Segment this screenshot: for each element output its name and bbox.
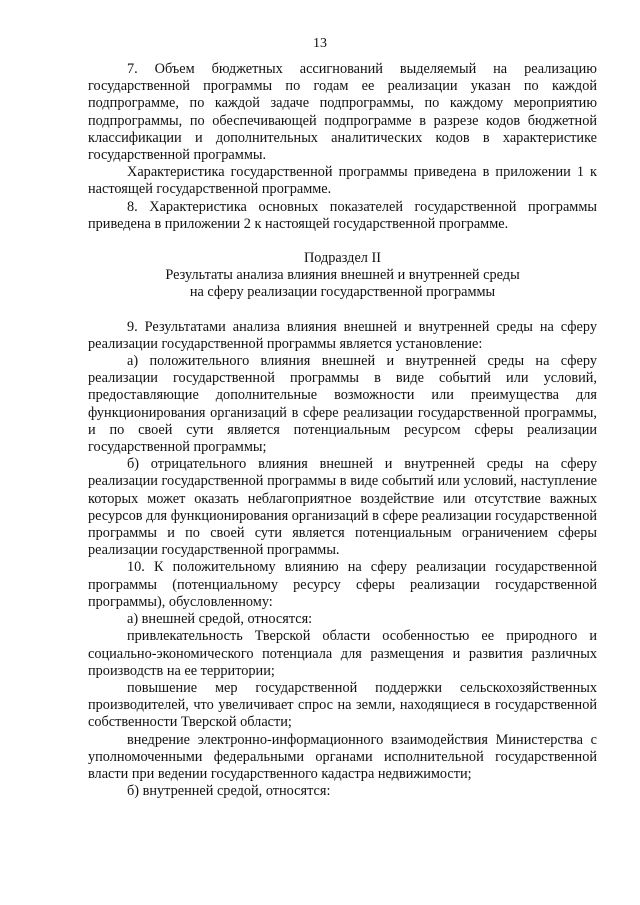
paragraph-9a-positive: а) положительного влияния внешней и внутренней среды на сферу реализации государственной программы в виде событий или условий, предоставляющие дополнительные возможности или преимущества для функционирования организаций в сфере реализации государственной программы, и по своей сути является потенциальным ресурсом сферы реализации государственной программы;: [88, 353, 597, 456]
paragraph-characteristic-annex-1: Характеристика государственной программы приведена в приложении 1 к настоящей государственной программе.: [88, 164, 597, 198]
subsection-title-line-2: на сферу реализации государственной программы: [189, 284, 496, 301]
list-item-attractiveness: привлекательность Тверской области особенностью ее природного и социально-экономического потенциала для размещения и развития различных производств на ее территории;: [88, 628, 597, 679]
page-number: 13: [313, 36, 327, 51]
subsection-heading: [88, 250, 597, 302]
subsection-number: Подраздел II: [303, 250, 382, 267]
subsection-title-line-1: Результаты анализа влияния внешней и внутренней среды: [165, 267, 520, 284]
document-body: [88, 61, 597, 800]
paragraph-10-positive-influence: 10. К положительному влиянию на сферу реализации государственной программы (потенциальному ресурсу сферы реализации государственной программы), обусловленному:: [88, 559, 597, 610]
paragraph-9-analysis: 9. Результатами анализа влияния внешней и внутренней среды на сферу реализации государственной программы является установление:: [88, 318, 597, 352]
subsection-content: [88, 319, 597, 801]
list-item-electronic-interaction: внедрение электронно-информационного взаимодействия Министерства с уполномоченными федеральными органами исполнительной государственной власти при ведении государственного кадастра недвижимости;: [88, 731, 597, 782]
paragraph-8-indicators: 8. Характеристика основных показателей государственной программы приведена в приложении 2 к настоящей государственной программе.: [88, 198, 597, 232]
paragraph-10a-external: а) внешней средой, относятся:: [127, 611, 313, 628]
paragraph-10b-internal: б) внутренней средой, относятся:: [127, 783, 331, 800]
list-item-state-support: повышение мер государственной поддержки сельскохозяйственных производителей, что увеличивает спрос на земли, находящиеся в государственной собственности Тверской области;: [88, 679, 597, 731]
paragraph-9b-negative: б) отрицательного влияния внешней и внутренней среды на сферу реализации государственной программы в виде событий или условий, наступление которых может оказать неблагоприятное воздействие или отсутствие важных ресурсов для функционирования организаций в сфере реализации государственной программы и по своей сути является потенциальным ограничением сферы реализации государственной программы.: [88, 456, 597, 559]
paragraph-7-budget: 7. Объем бюджетных ассигнований выделяемый на реализацию государственной программы по годам ее реализации указан по каждой подпрограмме, по каждой задаче подпрограммы, по каждому мероприятию подпрограммы, по обеспечивающей подпрограмме в разрезе кодов бюджетной классификации и дополнительных аналитических кодов в характеристике государственной программы.: [88, 61, 597, 164]
